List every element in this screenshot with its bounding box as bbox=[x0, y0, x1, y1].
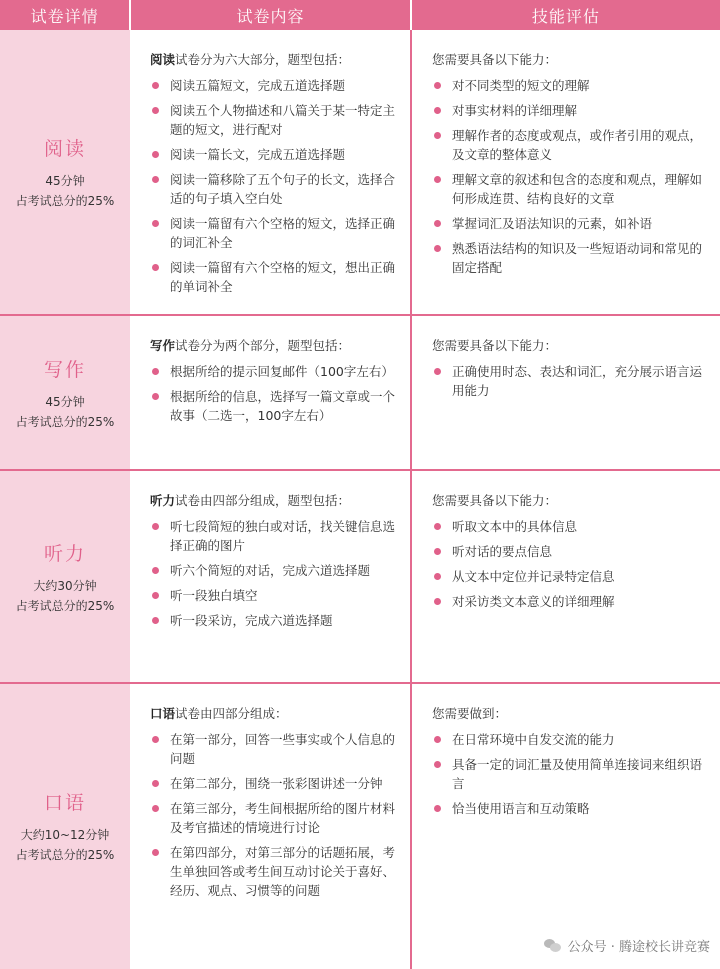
list-item: 正确使用时态、表达和词汇，充分展示语言运用能力 bbox=[432, 362, 710, 400]
list-item: 具备一定的词汇量及使用简单连接词来组织语言 bbox=[432, 755, 710, 793]
content-list bbox=[150, 730, 400, 900]
list-item: 在日常环境中自发交流的能力 bbox=[432, 730, 710, 749]
section-skills bbox=[410, 316, 720, 471]
list-item: 根据所给的提示回复邮件（100字左右） bbox=[150, 362, 400, 381]
section-duration: 45分钟 bbox=[45, 395, 85, 409]
content-intro: 写作试卷分为两个部分，题型包括： bbox=[150, 338, 351, 353]
list-item: 阅读一篇长文，完成五道选择题 bbox=[150, 145, 400, 164]
skills-list bbox=[432, 517, 710, 611]
header-exam-content: 试卷内容 bbox=[129, 0, 409, 30]
list-item: 在第三部分，考生间根据所给的图片材料及考官描述的情境进行讨论 bbox=[150, 799, 400, 837]
list-item: 恰当使用语言和互动策略 bbox=[432, 799, 710, 818]
section-duration: 45分钟 bbox=[45, 173, 85, 188]
wechat-icon bbox=[544, 939, 562, 953]
skills-list bbox=[432, 362, 710, 400]
list-item: 在第四部分，对第三部分的话题拓展，考生单独回答或考生间互动讨论关于喜好、经历、观点、习惯等的问题 bbox=[150, 843, 400, 900]
skills-list bbox=[432, 76, 710, 277]
section-title: 写作 bbox=[43, 359, 86, 381]
skills-list bbox=[432, 730, 710, 818]
header-exam-details: 试卷详情 bbox=[30, 6, 99, 26]
section-title: 口语 bbox=[43, 792, 86, 814]
list-item: 听取文本中的具体信息 bbox=[432, 517, 710, 536]
list-item: 在第二部分，围绕一张彩图讲述一分钟 bbox=[150, 774, 400, 793]
skills-intro: 您需要具备以下能力： bbox=[432, 52, 558, 67]
list-item: 阅读一篇留有六个空格的短文，想出正确的单词补全 bbox=[150, 258, 400, 296]
section-content bbox=[130, 471, 410, 684]
list-item: 从文本中定位并记录特定信息 bbox=[432, 567, 710, 586]
list-item: 对不同类型的短文的理解 bbox=[432, 76, 710, 95]
section-weight: 占考试总分的25% bbox=[15, 848, 115, 862]
list-item: 理解文章的叙述和包含的态度和观点，理解如何形成连贯、结构良好的文章 bbox=[432, 170, 710, 208]
content-list bbox=[150, 362, 400, 425]
section-label bbox=[0, 684, 130, 969]
list-item: 听对话的要点信息 bbox=[432, 542, 710, 561]
list-item: 掌握词汇及语法知识的元素，如补语 bbox=[432, 214, 710, 233]
section-title: 听力 bbox=[43, 543, 86, 565]
header-skill-assessment: 技能评估 bbox=[410, 0, 720, 30]
content-intro: 听力试卷由四部分组成，题型包括： bbox=[150, 493, 351, 508]
section-speaking bbox=[0, 682, 720, 969]
section-weight: 占考试总分的25% bbox=[15, 193, 115, 208]
section-duration: 大约30分钟 bbox=[33, 579, 97, 593]
skills-intro: 您需要做到： bbox=[432, 706, 508, 721]
list-item: 阅读五篇短文，完成五道选择题 bbox=[150, 76, 400, 95]
list-item: 听一段采访，完成六道选择题 bbox=[150, 611, 400, 630]
section-content bbox=[130, 316, 410, 471]
list-item: 听一段独白填空 bbox=[150, 586, 400, 605]
list-item: 根据所给的信息，选择写一篇文章或一个故事（二选一，100字左右） bbox=[150, 387, 400, 425]
section-skills bbox=[410, 684, 720, 969]
section-label bbox=[0, 316, 130, 471]
list-item: 对事实材料的详细理解 bbox=[432, 101, 710, 120]
section-skills bbox=[410, 471, 720, 684]
section-duration: 大约10~12分钟 bbox=[20, 828, 110, 842]
section-content bbox=[130, 30, 410, 314]
section-listening bbox=[0, 469, 720, 684]
section-title: 阅读 bbox=[43, 137, 86, 160]
content-intro: 口语试卷由四部分组成： bbox=[150, 706, 288, 721]
list-item: 阅读五个人物描述和八篇关于某一特定主题的短文，进行配对 bbox=[150, 101, 400, 139]
section-label bbox=[0, 471, 130, 684]
skills-intro: 您需要具备以下能力： bbox=[432, 493, 558, 508]
section-weight: 占考试总分的25% bbox=[15, 415, 115, 429]
list-item: 在第一部分，回答一些事实或个人信息的问题 bbox=[150, 730, 400, 768]
content-list bbox=[150, 76, 400, 296]
list-item: 阅读一篇留有六个空格的短文，选择正确的词汇补全 bbox=[150, 214, 400, 252]
section-skills bbox=[410, 30, 720, 314]
section-reading bbox=[0, 30, 720, 314]
list-item: 理解作者的态度或观点，或作者引用的观点，及文章的整体意义 bbox=[432, 126, 710, 164]
list-item: 熟悉语法结构的知识及一些短语动词和常见的固定搭配 bbox=[432, 239, 710, 277]
section-label bbox=[0, 30, 130, 314]
watermark-text: 公众号 · 腾途校长讲竞赛 bbox=[567, 940, 710, 955]
content-intro: 阅读试卷分为六大部分，题型包括： bbox=[150, 52, 351, 67]
skills-intro: 您需要具备以下能力： bbox=[432, 338, 558, 353]
section-writing bbox=[0, 314, 720, 471]
list-item: 对采访类文本意义的详细理解 bbox=[432, 592, 710, 611]
section-weight: 占考试总分的25% bbox=[15, 599, 115, 613]
list-item: 听六个简短的对话，完成六道选择题 bbox=[150, 561, 400, 580]
list-item: 阅读一篇移除了五个句子的长文，选择合适的句子填入空白处 bbox=[150, 170, 400, 208]
list-item: 听七段简短的独白或对话，找关键信息选择正确的图片 bbox=[150, 517, 400, 555]
watermark bbox=[544, 936, 710, 955]
section-content bbox=[130, 684, 410, 969]
content-list bbox=[150, 517, 400, 630]
table-header bbox=[0, 0, 720, 30]
